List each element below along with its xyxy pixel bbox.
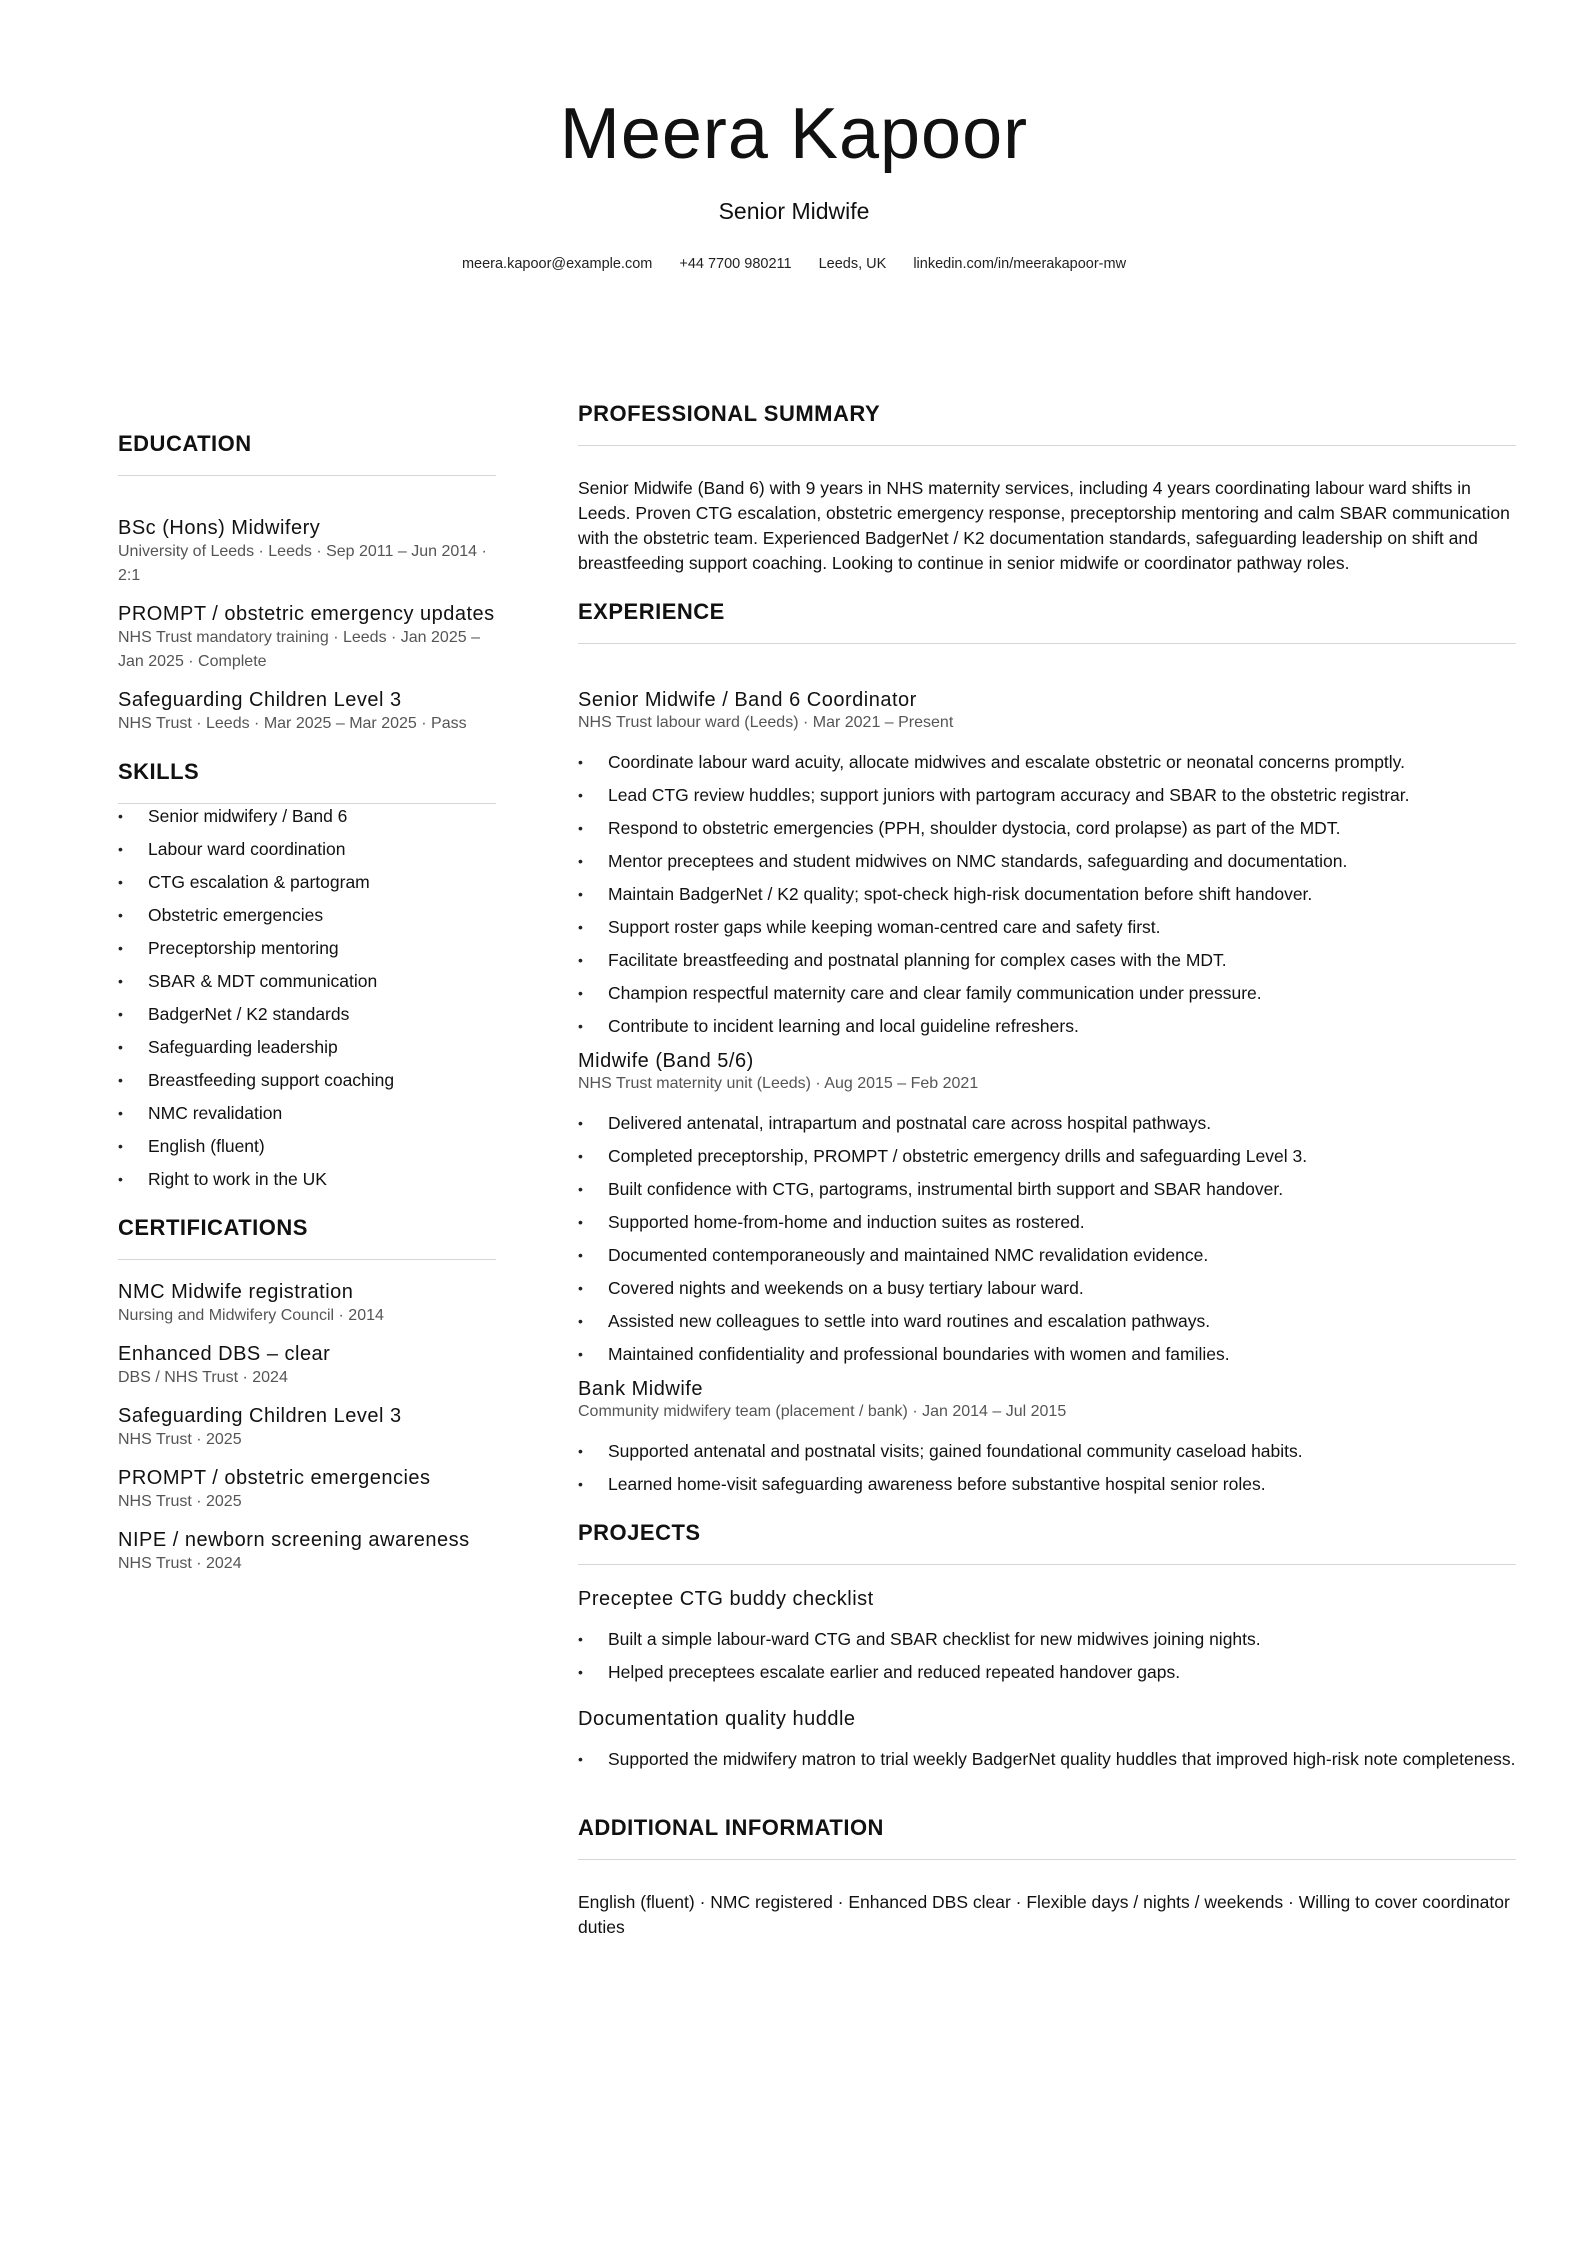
job-bullet: • Maintain BadgerNet / K2 quality; spot-check high-risk documentation before shift handover. xyxy=(578,882,1516,907)
project-bullet: • Helped preceptees escalate earlier and reduced repeated handover gaps. xyxy=(578,1660,1516,1685)
job-bullet: • Maintained confidentiality and professional boundaries with women and families. xyxy=(578,1342,1516,1367)
skill-item: • Right to work in the UK xyxy=(118,1167,496,1192)
certification-sub: DBS / NHS Trust · 2024 xyxy=(118,1369,288,1386)
project-title: Documentation quality huddle xyxy=(578,1708,856,1730)
job-bullets xyxy=(578,1111,1516,1367)
section-title: CERTIFICATIONS xyxy=(118,1214,496,1260)
additional-section xyxy=(578,1814,1516,1940)
project-bullet: • Supported the midwifery matron to trial weekly BadgerNet quality huddles that improved high-risk note completeness. xyxy=(578,1747,1516,1772)
skill-item: • NMC revalidation xyxy=(118,1101,496,1126)
certification-title: NIPE / newborn screening awareness xyxy=(118,1529,470,1551)
job-bullet: • Supported antenatal and postnatal visits; gained foundational community caseload habits. xyxy=(578,1439,1516,1464)
job-title: Bank Midwife xyxy=(578,1378,703,1400)
job-title: Midwife (Band 5/6) xyxy=(578,1050,754,1072)
job-bullet: • Assisted new colleagues to settle into ward routines and escalation pathways. xyxy=(578,1309,1516,1334)
section-title: ADDITIONAL INFORMATION xyxy=(578,1814,1516,1860)
job-sub: NHS Trust labour ward (Leeds) · Mar 2021 – Present xyxy=(578,714,954,731)
projects-section xyxy=(578,1519,1516,1772)
contact-phone: +44 7700 980211 xyxy=(679,256,792,272)
job-bullet: • Built confidence with CTG, partograms, instrumental birth support and SBAR handover. xyxy=(578,1177,1516,1202)
certifications-section xyxy=(118,1214,496,1576)
skill-item: • English (fluent) xyxy=(118,1134,496,1159)
contact-email: meera.kapoor@example.com xyxy=(461,256,653,272)
education-sub: NHS Trust · Leeds · Mar 2025 – Mar 2025 · Pass xyxy=(118,715,467,732)
right-column xyxy=(578,400,1516,1962)
left-column xyxy=(118,430,496,1598)
project-title: Preceptee CTG buddy checklist xyxy=(578,1588,874,1610)
job-bullet: • Supported home-from-home and induction suites as rostered. xyxy=(578,1210,1516,1235)
education-title: BSc (Hons) Midwifery xyxy=(118,517,321,539)
job-sub: Community midwifery team (placement / bank) · Jan 2014 – Jul 2015 xyxy=(578,1403,1067,1420)
job-bullet: • Lead CTG review huddles; support juniors with partogram accuracy and SBAR to the obstetric registrar. xyxy=(578,783,1516,808)
certification-sub: NHS Trust · 2024 xyxy=(118,1555,242,1572)
section-title: EXPERIENCE xyxy=(578,598,1516,644)
job-bullet: • Support roster gaps while keeping woman-centred care and safety first. xyxy=(578,915,1516,940)
contact-location: Leeds, UK xyxy=(818,256,887,272)
section-title: PROFESSIONAL SUMMARY xyxy=(578,400,1516,446)
job-bullets xyxy=(578,750,1516,1039)
certification-sub: Nursing and Midwifery Council · 2014 xyxy=(118,1307,384,1324)
certification-title: NMC Midwife registration xyxy=(118,1281,354,1303)
job-bullet: • Coordinate labour ward acuity, allocate midwives and escalate obstetric or neonatal concerns promptly. xyxy=(578,750,1516,775)
job-bullet: • Documented contemporaneously and maintained NMC revalidation evidence. xyxy=(578,1243,1516,1268)
summary-text: Senior Midwife (Band 6) with 9 years in NHS maternity services, including 4 years coordinating labour ward shifts in Leeds. Proven CTG escalation, obstetric emergency response, preceptorship mentoring and calm SBAR communication with the obstetric team. Experienced BadgerNet / K2 documentation standards, safeguarding leadership on shift and breastfeeding support coaching. Looking to continue in senior midwife or coordinator pathway roles. xyxy=(578,478,1510,573)
certification-sub: NHS Trust · 2025 xyxy=(118,1431,242,1448)
certification-title: PROMPT / obstetric emergencies xyxy=(118,1467,431,1489)
education-title: PROMPT / obstetric emergency updates xyxy=(118,603,495,625)
skill-item: • Breastfeeding support coaching xyxy=(118,1068,496,1093)
skills-list xyxy=(118,804,496,1192)
skill-item: • SBAR & MDT communication xyxy=(118,969,496,994)
section-title: EDUCATION xyxy=(118,430,496,476)
section-title: SKILLS xyxy=(118,758,496,804)
education-sub: NHS Trust mandatory training · Leeds · Jan 2025 – Jan 2025 · Complete xyxy=(118,629,480,670)
job-bullet: • Contribute to incident learning and local guideline refreshers. xyxy=(578,1014,1516,1039)
additional-text: English (fluent) · NMC registered · Enhanced DBS clear · Flexible days / nights / weekends · Willing to cover coordinator duties xyxy=(578,1892,1510,1937)
job-bullets xyxy=(578,1439,1516,1497)
job-sub: NHS Trust maternity unit (Leeds) · Aug 2015 – Feb 2021 xyxy=(578,1075,979,1092)
skill-item: • Safeguarding leadership xyxy=(118,1035,496,1060)
project-bullet: • Built a simple labour-ward CTG and SBAR checklist for new midwives joining nights. xyxy=(578,1627,1516,1652)
skill-item: • Senior midwifery / Band 6 xyxy=(118,804,496,829)
skill-item: • BadgerNet / K2 standards xyxy=(118,1002,496,1027)
certification-title: Enhanced DBS – clear xyxy=(118,1343,331,1365)
experience-section xyxy=(578,598,1516,1497)
candidate-name: Meera Kapoor xyxy=(559,94,1029,174)
skills-section xyxy=(118,758,496,1192)
job-bullet: • Mentor preceptees and student midwives on NMC standards, safeguarding and documentation. xyxy=(578,849,1516,874)
summary-section xyxy=(578,400,1516,576)
contact-line xyxy=(0,254,1588,274)
skill-item: • Preceptorship mentoring xyxy=(118,936,496,961)
education-section xyxy=(118,430,496,736)
skill-item: • Obstetric emergencies xyxy=(118,903,496,928)
candidate-role: Senior Midwife xyxy=(718,198,870,224)
contact-linkedin: linkedin.com/in/meerakapoor-mw xyxy=(913,256,1127,272)
education-sub: University of Leeds · Leeds · Sep 2011 – Jun 2014 · 2:1 xyxy=(118,543,487,584)
job-bullet: • Covered nights and weekends on a busy tertiary labour ward. xyxy=(578,1276,1516,1301)
job-bullet: • Respond to obstetric emergencies (PPH, shoulder dystocia, cord prolapse) as part of the MDT. xyxy=(578,816,1516,841)
education-title: Safeguarding Children Level 3 xyxy=(118,689,402,711)
project-bullets xyxy=(578,1747,1516,1772)
certification-title: Safeguarding Children Level 3 xyxy=(118,1405,402,1427)
certification-sub: NHS Trust · 2025 xyxy=(118,1493,242,1510)
job-bullet: • Delivered antenatal, intrapartum and postnatal care across hospital pathways. xyxy=(578,1111,1516,1136)
job-title: Senior Midwife / Band 6 Coordinator xyxy=(578,689,917,711)
section-title: PROJECTS xyxy=(578,1519,1516,1565)
skill-item: • Labour ward coordination xyxy=(118,837,496,862)
skill-item: • CTG escalation & partogram xyxy=(118,870,496,895)
job-bullet: • Champion respectful maternity care and clear family communication under pressure. xyxy=(578,981,1516,1006)
job-bullet: • Completed preceptorship, PROMPT / obstetric emergency drills and safeguarding Level 3. xyxy=(578,1144,1516,1169)
job-bullet: • Facilitate breastfeeding and postnatal planning for complex cases with the MDT. xyxy=(578,948,1516,973)
job-bullet: • Learned home-visit safeguarding awareness before substantive hospital senior roles. xyxy=(578,1472,1516,1497)
project-bullets xyxy=(578,1627,1516,1685)
